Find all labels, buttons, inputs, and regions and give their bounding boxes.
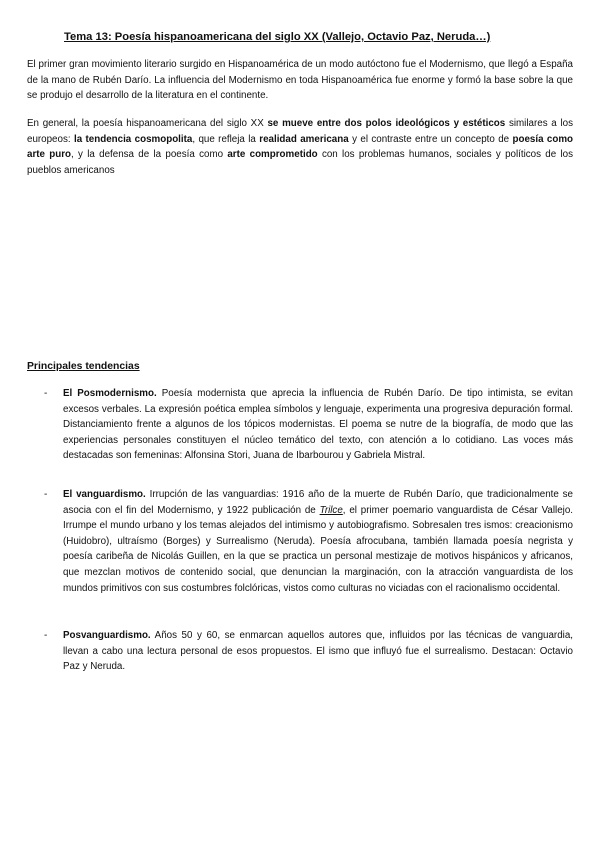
p2-text-1: En general, la poesía hispanoamericana del siglo XX [27,118,268,129]
p2-text-2: similares a los europeos: [27,118,573,145]
item-name: El vanguardismo. [63,489,146,500]
intro-paragraph: El primer gran movimiento literario surgido en Hispanoamérica de un modo autóctono fue el Modernismo, que llegó a España de la mano de Rubén Darío. La influencia del Modernismo en toda Hispanoamérica fue enorme y formó la base sobre la que se produjo el desarrollo de la literatura en el continente. [27,59,573,102]
item-text: Irrupción de las vanguardias: 1916 año de la muerte de Rubén Darío, que tradicionalmente se asocia con el fin del Modernismo, y 1922 publicación de [63,489,574,516]
list-bullet: - [44,630,48,641]
item-text: Poesía modernista que aprecia la influencia de Rubén Darío. De tipo intimista, se evitan excesos verbales. La expresión poética emplea símbolos y lenguaje, experimenta una progresiva depuración formal. Distanciamiento frente a algunos de los tópicos modernistas. El poema se nutre de la biografía, de modo que las experiencias personales constituyen el núcleo temático del texto, con atención a lo cotidiano. Las voces más destacadas son femeninas: Alfonsina Stori, Juana de Ibarbourou y Gabriela Mistral. [63,388,573,462]
list-bullet: - [44,388,48,399]
p2-bold-3: realidad americana [259,133,349,145]
p2-text-6: con los problemas humanos, sociales y políticos de los pueblos americanos [27,149,574,176]
p2-bold-5: arte comprometido [227,149,318,161]
item-text: Años 50 y 60, se enmarcan aquellos autores que, influidos por las técnicas de vanguardia, llevan a cabo una lectura personal de esos propuestos. El ismo que influyó fue el surrealismo. Destacan: Octavio Paz y Neruda. [63,630,573,673]
item-name: El Posmodernismo. [63,388,157,399]
work-title-link: Trilce [319,504,343,516]
list-item-vanguardismo [63,487,573,596]
p2-bold-2: la tendencia cosmopolita [73,133,193,145]
p2-bold-4: poesía como arte puro [27,133,574,161]
list-bullet: - [44,489,48,500]
section-title: Principales tendencias [27,361,140,372]
list-item-posvanguardismo [63,628,573,675]
p2-text-5: , y la defensa de la poesía como [71,149,228,161]
p2-text-4: y el contraste entre un concepto de [348,133,513,145]
page-title: Tema 13: Poesía hispanoamericana del siglo XX (Vallejo, Octavio Paz, Neruda…) [64,31,491,43]
p2-bold-1: se mueve entre dos polos ideológicos y estéticos [267,118,506,129]
p2-text-3: , que refleja la [192,133,260,145]
item-name: Posvanguardismo. [63,630,151,641]
polos-paragraph [27,116,573,178]
item-text: , el primer poemario vanguardista de César Vallejo. Irrumpe el mundo urbano y los temas alejados del intimismo y autobiografismo. Sobresalen tres ismos: creacionismo (Huidobro), ultraísmo (Borges) y Surrealismo (Neruda). Poesía afrocubana, también llamada poesía negrista y poesía caribeña de Nicolás Guillen, en la que se practica un personal mestizaje de motivos hispánicos y africanos, que mezclan motivos de contenido social, que denuncian la marginación, con la atracción vanguardista de los mundos primitivos con sus costumbres folclóricas, vistos como culturas no viciadas con el racionalismo occidental. [63,504,573,594]
list-item-posmodernismo [63,386,573,464]
